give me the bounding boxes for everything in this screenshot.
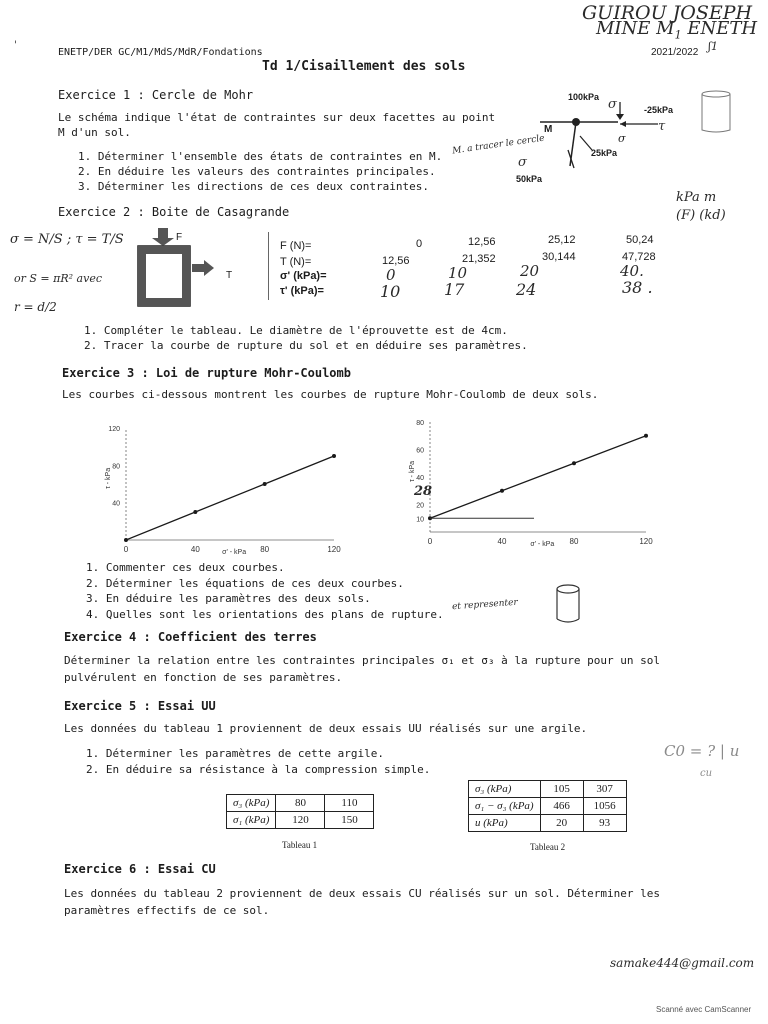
ex3-intro: Les courbes ci-dessous montrent les courbes de rupture Mohr-Coulomb de deux sols. [62,388,599,401]
y-tick-label: 80 [112,463,120,471]
ex1-load-right: -25kPa [644,105,674,115]
chart2-handwritten-28: 28 [414,484,433,499]
label-F: F [176,232,183,243]
ex3-question-1: 1. Commenter ces deux courbes. [86,561,285,574]
table2-label: σ₃ (kPa) [469,781,541,798]
x-tick-label: 0 [427,537,433,546]
ex5-handwritten-note-sub: cu [700,768,713,779]
ex2-sigma-4: 40. [620,262,644,280]
ex3-question-2: 2. Déterminer les équations de ces deux courbes. [86,576,404,590]
ex2-F-4: 50,24 [626,234,654,246]
handwritten-units-bottom: (F) (kd) [676,208,726,223]
data-point [572,461,576,465]
table-2 [468,780,627,832]
x-tick-label: 0 [123,545,129,554]
ex2-sigma-1: 0 [386,266,396,284]
ex2-tau-1: 10 [380,282,401,301]
cylinder-sketch [552,583,584,625]
handwritten-name: GUIROU JOSEPH [582,2,753,24]
stress-state-diagram [508,88,698,188]
school-year: 2021/2022 [651,47,699,58]
table2-row [469,781,627,798]
ex5-question-2: 2. En déduire sa résistance à la compression simple. [86,762,431,776]
point-M-marker [572,118,580,126]
svg-text:σ: σ [608,97,617,112]
ex1-intro-line2: M d'un sol. [58,126,131,139]
table1-caption: Tableau 1 [282,840,318,850]
table-1 [226,794,374,829]
data-point [193,510,197,514]
ex2-row-T-label: T (N)= [280,256,312,268]
ex2-question-1: 1. Compléter le tableau. Le diamètre de l'éprouvette est de 4cm. [84,324,508,337]
ex2-F-1: 0 [416,238,423,250]
svg-text:σ: σ [618,132,626,145]
table2-cell: 93 [583,815,626,832]
ex5-question-1: 1. Déterminer les paramètres de cette argile. [86,747,385,760]
handwritten-class: MINE $M_1$ ENETH [596,18,758,42]
ex1-question-1: 1. Déterminer l'ensemble des états de contraintes en M. [78,150,443,163]
ex4-title: Exercice 4 : Coefficient des terres [64,630,317,644]
ex5-questions [86,746,430,777]
y-tick-label: 120 [108,426,120,433]
handwritten-formula-2: or S = πR² avec [14,272,102,285]
table1-cell: 110 [325,795,374,812]
data-point [500,489,504,493]
ex3-handwritten-note: et representer [451,597,519,613]
data-point [644,434,648,438]
table1-label: σ₃ (kPa) [227,795,276,812]
table1-row [227,812,374,829]
ex2-T-4: 47,728 [622,251,656,263]
table1-cell: 150 [325,812,374,829]
scanner-watermark: Scanné avec CamScanner [656,1005,752,1014]
table1-cell: 80 [276,795,325,812]
svg-text:σ: σ [518,155,527,170]
table2-row [469,798,627,815]
ex4-line1: Déterminer la relation entre les contraintes principales σ₁ et σ₃ à la rupture pour un sol [64,654,661,667]
ex1-load-bottom: 50kPa [516,174,543,184]
table2-label: σ₁ − σ₃ (kPa) [469,798,541,815]
ex2-T-1: 12,56 [382,255,410,267]
table2-cell: 466 [540,798,583,815]
table2-label: u (kPa) [469,815,541,832]
ex1-load-shear: 25kPa [591,148,618,158]
x-tick-label: 40 [190,545,200,554]
x-tick-label: 40 [497,537,507,546]
ex1-handwritten-note: M. a tracer le cercle [451,133,546,157]
ex1-point-label: M [544,124,553,135]
table2-row [469,815,627,832]
page-title: Td 1/Cisaillement des sols [262,59,466,74]
ex2-T-2: 21,352 [462,253,496,265]
handwritten-tick: ʃ1 [708,40,718,53]
ex1-questions [78,149,442,194]
ex3-question-4: 4. Quelles sont les orientations des plans de rupture. [86,607,444,621]
y-tick-label: 10 [416,516,424,524]
table2-cell: 105 [540,781,583,798]
x-axis-label: σ' - kPa [530,541,555,548]
table1-cell: 120 [276,812,325,829]
ex2-question-2: 2. Tracer la courbe de rupture du sol et en déduire ses paramètres. [84,339,528,352]
table2-caption: Tableau 2 [530,842,566,852]
ex2-questions [84,323,528,353]
failure-envelope-line [430,436,646,519]
failure-envelope-line [126,456,334,540]
ex1-load-top: 100kPa [568,92,600,102]
y-tick-label: 60 [416,447,424,455]
y-tick-label: 40 [416,475,424,482]
data-point [263,482,267,486]
chart-soil-1 [96,412,356,562]
ex2-title: Exercice 2 : Boite de Casagrande [58,205,290,219]
x-tick-label: 80 [260,545,270,554]
ex2-sigma-2: 10 [448,264,468,282]
institution-header: ENETP/DER GC/M1/MdS/MdR/Fondations [58,47,263,58]
ex5-handwritten-note: C0 = ? | u [664,742,740,760]
handwritten-email: samake444@gmail.com [610,956,755,970]
ex2-T-3: 30,144 [542,251,576,263]
y-axis-label: τ - kPa [409,460,416,483]
beaker-sketch [696,88,736,136]
table2-cell: 1056 [583,798,626,815]
y-tick-label: 80 [416,420,424,427]
y-tick-label: 40 [112,500,120,508]
ex5-title: Exercice 5 : Essai UU [64,699,216,713]
y-tick-label: 20 [416,502,424,510]
handwritten-formula-1: σ = N/S ; τ = T/S [10,232,124,247]
ex2-tau-4: 38 . [622,278,653,297]
ex5-intro: Les données du tableau 1 proviennent de deux essais UU réalisés sur une argile. [64,722,588,735]
ex2-tau-3: 24 [516,280,537,299]
ex1-intro-line1: Le schéma indique l'état de contraintes sur deux facettes au point [58,111,496,124]
x-axis-label: σ' - kPa [222,549,247,556]
ex1-question-2: 2. En déduire les valeurs des contraintes principales. [78,165,436,178]
ex2-F-3: 25,12 [548,234,576,246]
ex3-questions [86,560,444,622]
x-tick-label: 120 [639,537,653,546]
data-point [332,454,336,458]
table2-cell: 307 [583,781,626,798]
ex6-line2: paramètres effectifs de ce sol. [64,904,270,917]
x-tick-label: 80 [569,537,579,546]
ex6-line1: Les données du tableau 2 proviennent de deux essais CU réalisés sur un sol. Déterminer les [64,887,661,900]
ex6-title: Exercice 6 : Essai CU [64,862,216,876]
data-point [124,538,128,542]
ex2-row-sigma-label: σ' (kPa)= [280,270,327,282]
label-T: T [226,270,233,281]
y-axis-label: τ - kPa [105,467,112,489]
ex2-F-2: 12,56 [468,236,496,248]
handwritten-formula-3: r = d/2 [14,300,57,314]
x-tick-label: 120 [327,545,341,554]
ex3-question-3: 3. En déduire les paramètres des deux sols. [86,592,371,605]
table1-row [227,795,374,812]
ex1-title: Exercice 1 : Cercle de Mohr [58,88,254,102]
table1-label: σ₁ (kPa) [227,812,276,829]
arrow-T-shaft [192,264,206,272]
ex2-row-F-label: F (N)= [280,240,312,252]
ex1-question-3: 3. Déterminer les directions de ces deux contraintes. [78,180,429,193]
table2-cell: 20 [540,815,583,832]
arrow-bottom-load [568,150,574,168]
ex2-sigma-3: 20 [520,262,540,280]
ex2-row-tau-label: τ' (kPa)= [280,285,324,297]
ex2-tau-2: 17 [444,280,465,299]
svg-text:τ: τ [658,119,666,134]
margin-tick: ' [14,40,17,51]
handwritten-units-top: kPa m [676,190,717,205]
ex4-line2: pulvérulent en fonction de ses paramètres. [64,671,343,684]
ex3-title: Exercice 3 : Loi de rupture Mohr-Coulomb [62,366,351,380]
